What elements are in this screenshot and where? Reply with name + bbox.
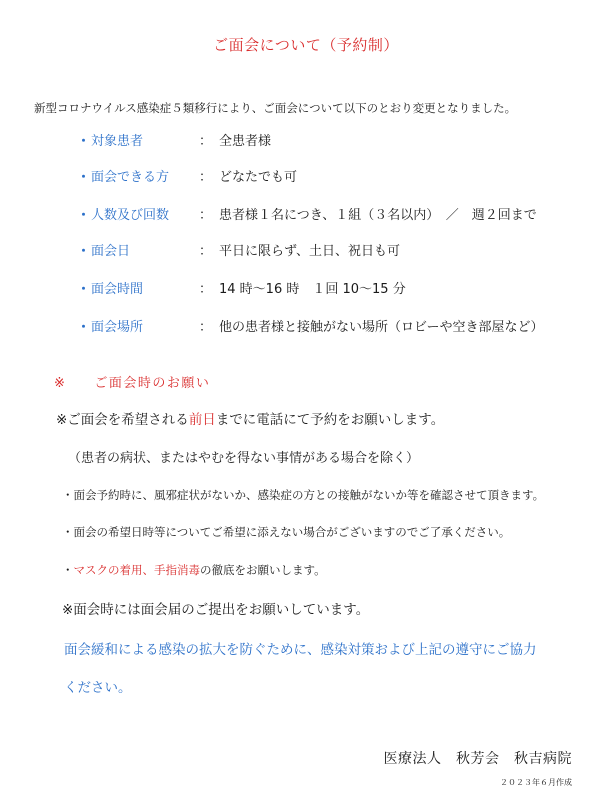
info-value: 平日に限らず、土日、祝日も可 [219, 244, 400, 259]
info-item-visit-day [0, 240, 612, 260]
reservation-note-suffix: までに電話にて予約をお願いします。 [215, 412, 445, 428]
colon: ： [199, 320, 213, 335]
creation-date: ２０２３年６月作成 [500, 778, 572, 787]
exception-note: （患者の病状、またはやむを得ない事情がある場合を除く） [68, 451, 420, 466]
visit-form-note: ※面会時には面会届のご提出をお願いしています。 [62, 602, 370, 618]
info-value: 全患者様 [219, 134, 272, 149]
bullet: ・ [77, 244, 91, 259]
closing-line: ください。 [64, 680, 132, 696]
note-mark: ※ [54, 376, 67, 391]
closing-line: 面会緩和による感染の拡大を防ぐために、感染対策および上記の遵守にご協力 [64, 642, 537, 658]
colon: ： [199, 170, 213, 185]
mask-note-suffix: の徹底をお願いします。 [200, 563, 326, 577]
day-before-highlight: 前日 [188, 412, 216, 428]
info-label: 面会日 [91, 244, 131, 259]
reservation-note-prefix: ※ご面会を希望される [56, 412, 189, 428]
info-value: 他の患者様と接触がない場所（ロビーや空き部屋など） [219, 320, 544, 335]
requests-heading [54, 372, 210, 391]
bullet: ・ [62, 563, 74, 577]
bullet: ・ [77, 320, 91, 335]
colon: ： [199, 134, 213, 149]
bullet: ・ [77, 282, 91, 297]
bullet: ・ [77, 208, 91, 223]
info-value: どなたでも可 [219, 170, 298, 185]
info-item-visit-time [0, 278, 612, 298]
info-label: 人数及び回数 [91, 208, 170, 223]
info-item-visit-place [0, 316, 612, 336]
requests-heading-text: ご面会時のお願い [94, 376, 211, 391]
info-item-target-patients [0, 130, 612, 150]
mask-highlight: マスクの着用、手指消毒 [73, 563, 200, 577]
info-value: 14 時～16 時 １回 10～15 分 [219, 282, 406, 297]
reservation-note [56, 408, 444, 428]
symptom-check-note: ・面会予約時に、風邪症状がないか、感染症の方との接触がないか等を確認させて頂きます。 [62, 488, 545, 502]
intro-text: 新型コロナウイルス感染症５類移行により、ご面会について以下のとおり変更となりました。 [34, 101, 517, 115]
bullet: ・ [77, 170, 91, 185]
info-label: 面会できる方 [91, 170, 170, 185]
colon: ： [199, 282, 213, 297]
info-label: 面会時間 [91, 282, 144, 297]
schedule-note: ・面会の希望日時等についてご希望に添えない場合がございますのでご了承ください。 [62, 525, 511, 539]
colon: ： [199, 208, 213, 223]
closing-message [64, 631, 604, 707]
page-title: ご面会について（予約制） [213, 36, 399, 54]
bullet: ・ [77, 134, 91, 149]
info-label: 対象患者 [91, 134, 144, 149]
organization-name: 医療法人 秋芳会 秋吉病院 [383, 751, 572, 767]
info-value: 患者様１名につき、１組（３名以内） ／ 週２回まで [219, 208, 537, 223]
info-label: 面会場所 [91, 320, 144, 335]
info-item-count [0, 204, 612, 224]
info-item-visitors [0, 166, 612, 186]
colon: ： [199, 244, 213, 259]
mask-note [62, 562, 326, 578]
